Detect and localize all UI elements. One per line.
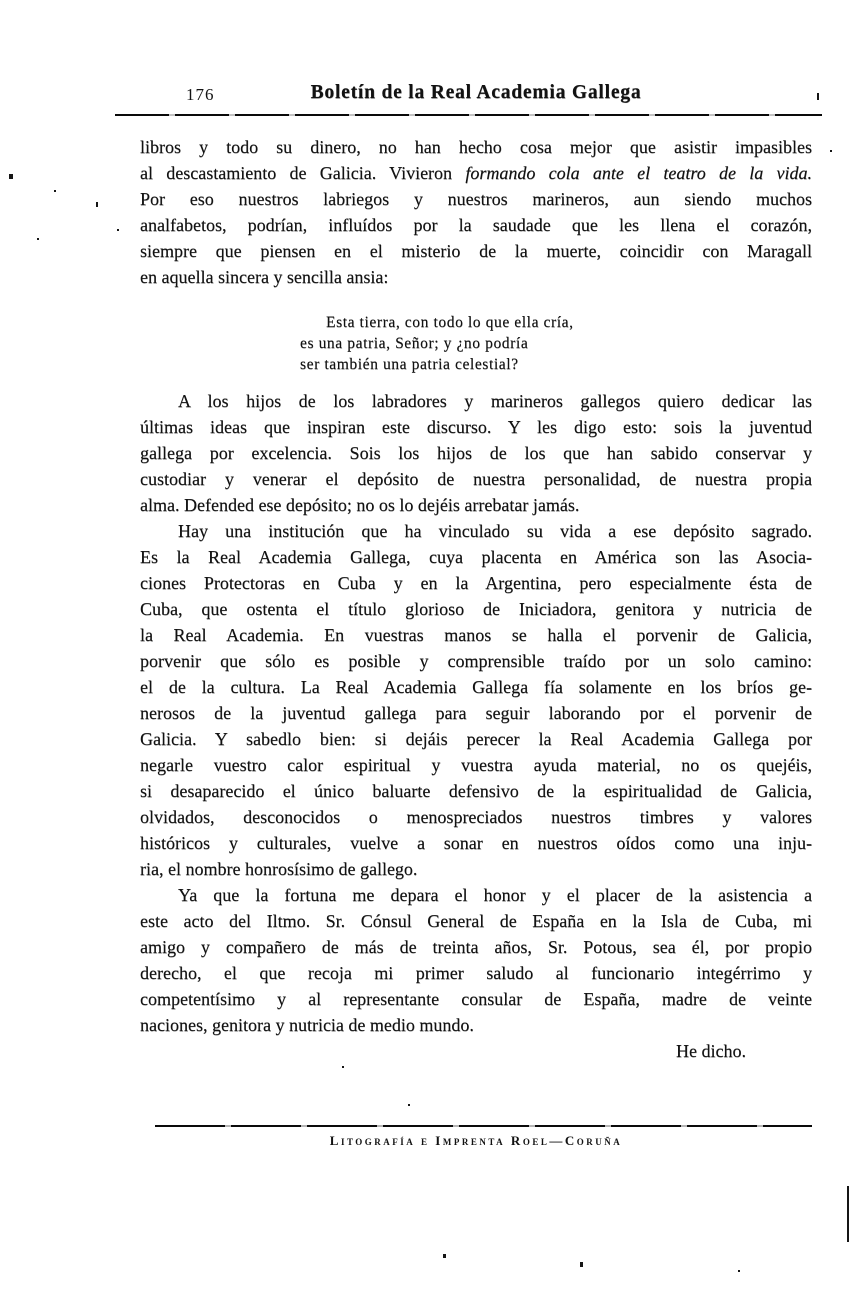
text-line: ser también una patria celestial? [300,356,519,373]
scan-edge-line [847,1186,849,1242]
text-line: si desaparecido el único baluarte defensivo de la espiritualidad de Galicia, [140,781,812,801]
poem-quote [300,312,812,375]
text-line: siempre que piensen en el misterio de la muerte, coincidir con Maragall [140,241,812,261]
text-line: es una patria, Señor; y ¿no podría [300,335,529,352]
paragraph-4 [140,882,812,1038]
scan-speck [408,1104,410,1106]
text-segment: al descastamiento de Galicia. Vivieron [140,163,466,183]
footer-rule [155,1125,812,1127]
closing-phrase: He dicho. [676,1041,746,1061]
text-line: amigo y compañero de más de treinta años, Sr. Potous, sea él, por propio [140,937,812,957]
text-line: alma. Defended ese depósito; no os lo dejéis arrebatar jamás. [140,495,580,515]
paragraph-3 [140,518,812,882]
scan-speck [443,1254,446,1258]
page-header [140,82,812,104]
text-line: Hay una institución que ha vinculado su vida a ese depósito sagrado. [178,521,812,541]
text-line: analfabetos, podrían, influídos por la saudade que les llena el corazón, [140,215,812,235]
text-line: ciones Protectoras en Cuba y en la Argentina, pero especialmente ésta de [140,573,812,593]
scan-speck [738,1270,740,1272]
text-line: el de la cultura. La Real Academia Gallega fía solamente en los bríos ge- [140,677,812,697]
text-line: libros y todo su dinero, no han hecho cosa mejor que asistir impasibles [140,137,812,157]
text-line: Por eso nuestros labriegos y nuestros marineros, aun siendo muchos [140,189,812,209]
header-rule [115,114,822,116]
italic-phrase: formando cola ante el teatro de la vida. [465,163,812,183]
text-line: negarle vuestro calor espiritual y vuestra ayuda material, no os quejéis, [140,755,812,775]
scan-speck [96,202,98,207]
scan-speck [830,150,832,152]
text-line: olvidados, desconocidos o menospreciados nuestros timbres y valores [140,807,812,827]
text-line: naciones, genitora y nutricia de medio mundo. [140,1015,474,1035]
text-line: custodiar y venerar el depósito de nuestra personalidad, de nuestra propia [140,469,812,489]
text-line: Cuba, que ostenta el título glorioso de Iniciadora, genitora y nutricia de [140,599,812,619]
scan-speck [117,229,119,231]
text-line: la Real Academia. En vuestras manos se halla el porvenir de Galicia, [140,625,812,645]
text-line: A los hijos de los labradores y marineros gallegos quiero dedicar las [178,391,812,411]
text-line: porvenir que sólo es posible y comprensible traído por un solo camino: [140,651,812,671]
text-line: Es la Real Academia Gallega, cuya placenta en América son las Asocia- [140,547,812,567]
scan-speck [342,1066,344,1068]
text-line: Galicia. Y sabedlo bien: si dejáis perecer la Real Academia Gallega por [140,729,812,749]
page-title: Boletín de la Real Academia Gallega [310,82,642,103]
text-line: competentísimo y al representante consular de España, madre de veinte [140,989,812,1009]
scan-speck [817,93,819,100]
text-line: en aquella sincera y sencilla ansia: [140,267,389,287]
text-line: históricos y culturales, vuelve a sonar en nuestros oídos como una inju- [140,833,812,853]
paragraph-2 [140,388,812,518]
text-line: Esta tierra, con todo lo que ella cría, [326,314,574,331]
scan-speck [54,190,56,192]
text-line: este acto del Iltmo. Sr. Cónsul General de España en la Isla de Cuba, mi [140,911,812,931]
text-line: Ya que la fortuna me depara el honor y el placer de la asistencia a [178,885,812,905]
paragraph-1 [140,134,812,290]
text-line: ria, el nombre honrosísimo de gallego. [140,859,418,879]
text-line: nerosos de la juventud gallega para seguir laborando por el porvenir de [140,703,812,723]
text-body [140,134,812,1064]
scan-speck [9,174,13,179]
text-line: gallega por excelencia. Sois los hijos de los que han sabido conservar y [140,443,812,463]
scan-speck [580,1262,583,1267]
text-line [140,160,812,186]
text-line: derecho, el que recoja mi primer saludo al funcionario integérrimo y [140,963,812,983]
scan-speck [37,238,39,240]
text-line: últimas ideas que inspiran este discurso. Y les digo esto: sois la juventud [140,417,812,437]
printer-imprint: Litografía e Imprenta Roel—Coruña [329,1133,623,1148]
page-number: 176 [186,85,215,104]
